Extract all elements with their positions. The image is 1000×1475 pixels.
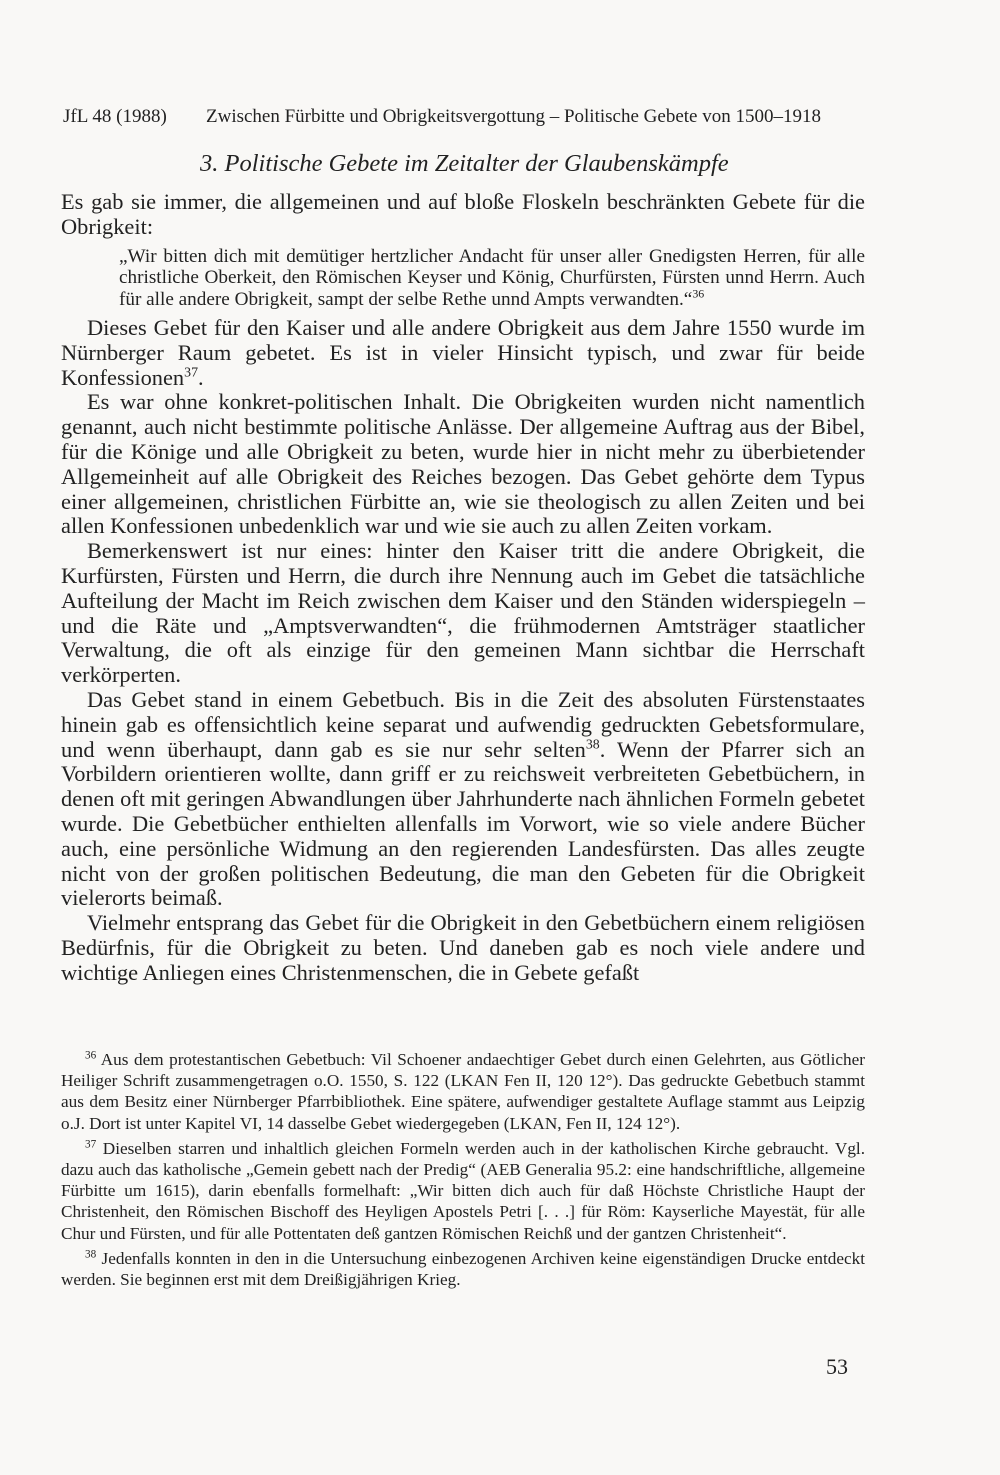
paragraph-1-text: Dieses Gebet für den Kaiser und alle andere Obrigkeit aus dem Jahre 1550 wurde im Nürnberger Raum gebetet. Es ist in vieler Hinsicht typisch, und zwar für beide Konfessionen — [61, 315, 865, 390]
footnote-ref-37: 37 — [184, 365, 199, 381]
footnote-text: Jedenfalls konnten in den in die Untersuchung einbezogenen Archiven keine eigenständigen Drucke entdeckt werden. Sie beginnen erst mit dem Dreißigjährigen Krieg. — [61, 1248, 865, 1290]
quote-text: „Wir bitten dich mit demütiger hertzlicher Andacht für unser aller Gnedigsten Herren, für alle christliche Oberkeit, den Römischen Keyser und König, Churfürsten, Fürsten unnd Herrn. Auch für alle andere Obrigkeit, sampt der selbe Rethe unnd Ampts verwandten.“ — [119, 245, 865, 310]
body-text — [61, 190, 865, 986]
running-header — [63, 106, 863, 128]
journal-reference: JfL 48 (1988) — [63, 106, 167, 127]
intro-paragraph: Es gab sie immer, die allgemeinen und auf bloße Floskeln beschränkten Gebete für die Obrigkeit: — [61, 189, 865, 239]
footnotes — [61, 1049, 865, 1294]
paragraph-1-end: . — [198, 364, 204, 390]
footnote-38 — [61, 1248, 865, 1290]
paragraph-2: Es war ohne konkret-politischen Inhalt. Die Obrigkeiten wurden nicht namentlich genannt, auch nicht bestimmte politische Anlässe. Der allgemeine Auftrag aus der Bibel, für die Könige und alle Obrigkeit zu beten, wurde hier in nicht mehr zu überbietender Allgemeinheit auf alle Obrigkeit des Reiches bezogen. Das Gebet gehörte dem Typus einer allgemeinen, christlichen Fürbitte an, wie sie theologisch zu allen Zeiten und bei allen Konfessionen unbedenklich war und wie sie auch zu allen Zeiten vorkam. — [61, 389, 865, 539]
footnote-text: Dieselben starren und inhaltlich gleichen Formeln werden auch in der katholischen Kirche gebraucht. Vgl. dazu auch das katholische „Gemein gebett nach der Predig“ (AEB Generalia 95.2: eine handschriftliche, allgemeine Fürbitte um 1615), darin ebenfalls formelhaft: „Wir bitten dich auch für daß Höchste Christliche Haupt der Christenheit, den Römischen Bischoff des Heyligen Apostels Petri [. . .] für Röm: Kayserliche Mayestät, für alle Chur und Fürsten, und für alle Pottentaten deß gantzen Römischen Reichß und der gantzen Christenheit“. — [61, 1138, 865, 1243]
footnote-ref-38: 38 — [585, 737, 600, 753]
footnote-number: 36 — [85, 1049, 97, 1062]
paragraph-5: Vielmehr entsprang das Gebet für die Obrigkeit in den Gebetbüchern einem religiösen Bedürfnis, für die Obrigkeit zu beten. Und daneben gab es noch viele andere und wichtige Anliegen eines Christenmenschen, die in Gebete gefaßt — [61, 910, 865, 985]
footnote-ref-36: 36 — [692, 286, 705, 301]
footnote-37 — [61, 1138, 865, 1244]
paragraph-4 — [61, 688, 865, 911]
running-title: Zwischen Fürbitte und Obrigkeitsvergottung – Politische Gebete von 1500–1918 — [206, 106, 821, 127]
page-number: 53 — [826, 1354, 848, 1379]
footnote-number: 37 — [85, 1138, 97, 1151]
paragraph-4-text-b: . Wenn der Pfarrer sich an Vorbildern orientieren wollte, dann griff er zu reichsweit verbreiteten Gebetbüchern, in denen oft mit geringen Abwandlungen über Jahrhunderte nach ähnlichen Formeln gebetet wurde. Die Gebetbücher enthielten allenfalls im Vorwort, wie so viele andere Bücher auch, eine persönliche Widmung an den regierenden Landesfürsten. Das alles zeugte nicht von der großen politischen Bedeutung, die man den Gebeten für die Obrigkeit vielerorts beimaß. — [61, 736, 865, 911]
footnote-number: 38 — [85, 1248, 97, 1261]
footnote-36 — [61, 1049, 865, 1134]
paragraph-3: Bemerkenswert ist nur eines: hinter den Kaiser tritt die andere Obrigkeit, die Kurfürsten, Fürsten und Herrn, die durch ihre Nennung auch im Gebet die tatsächliche Aufteilung der Macht im Reich zwischen dem Kaiser und den Ständen widerspiegeln – und die Räte und „Amptsverwandten“, die frühmodernen Amtsträger staatlicher Verwaltung, die oft als einzige für den gemeinen Mann sichtbar die Herrschaft verkörperten. — [61, 538, 865, 688]
section-heading: 3. Politische Gebete im Zeitalter der Glaubenskämpfe — [200, 150, 729, 177]
paragraph-1 — [61, 316, 865, 390]
footnote-text: Aus dem protestantischen Gebetbuch: Vil Schoener andaechtiger Gebet durch einen Gelehrten, aus Götlicher Heiliger Schrift zusammengetragen o.O. 1550, S. 122 (LKAN Fen II, 120 12°). Das gedruckte Gebetbuch stammt aus dem Besitz einer Nürnberger Pfarrbibliothek. Eine spätere, aufwendiger gestaltete Auflage stammt aus Leipzig o.J. Dort ist unter Kapitel VI, 14 dasselbe Gebet wiedergegeben (LKAN, Fen II, 124 12°). — [61, 1050, 865, 1133]
block-quote — [119, 246, 865, 311]
paragraph-4-text-a: Das Gebet stand in einem Gebetbuch. Bis in die Zeit des absoluten Fürstenstaates hinein gab es offensichtlich keine separat und aufwendig gedruckten Gebetsformulare, und wenn überhaupt, dann gab es sie nur sehr selten — [61, 687, 865, 762]
